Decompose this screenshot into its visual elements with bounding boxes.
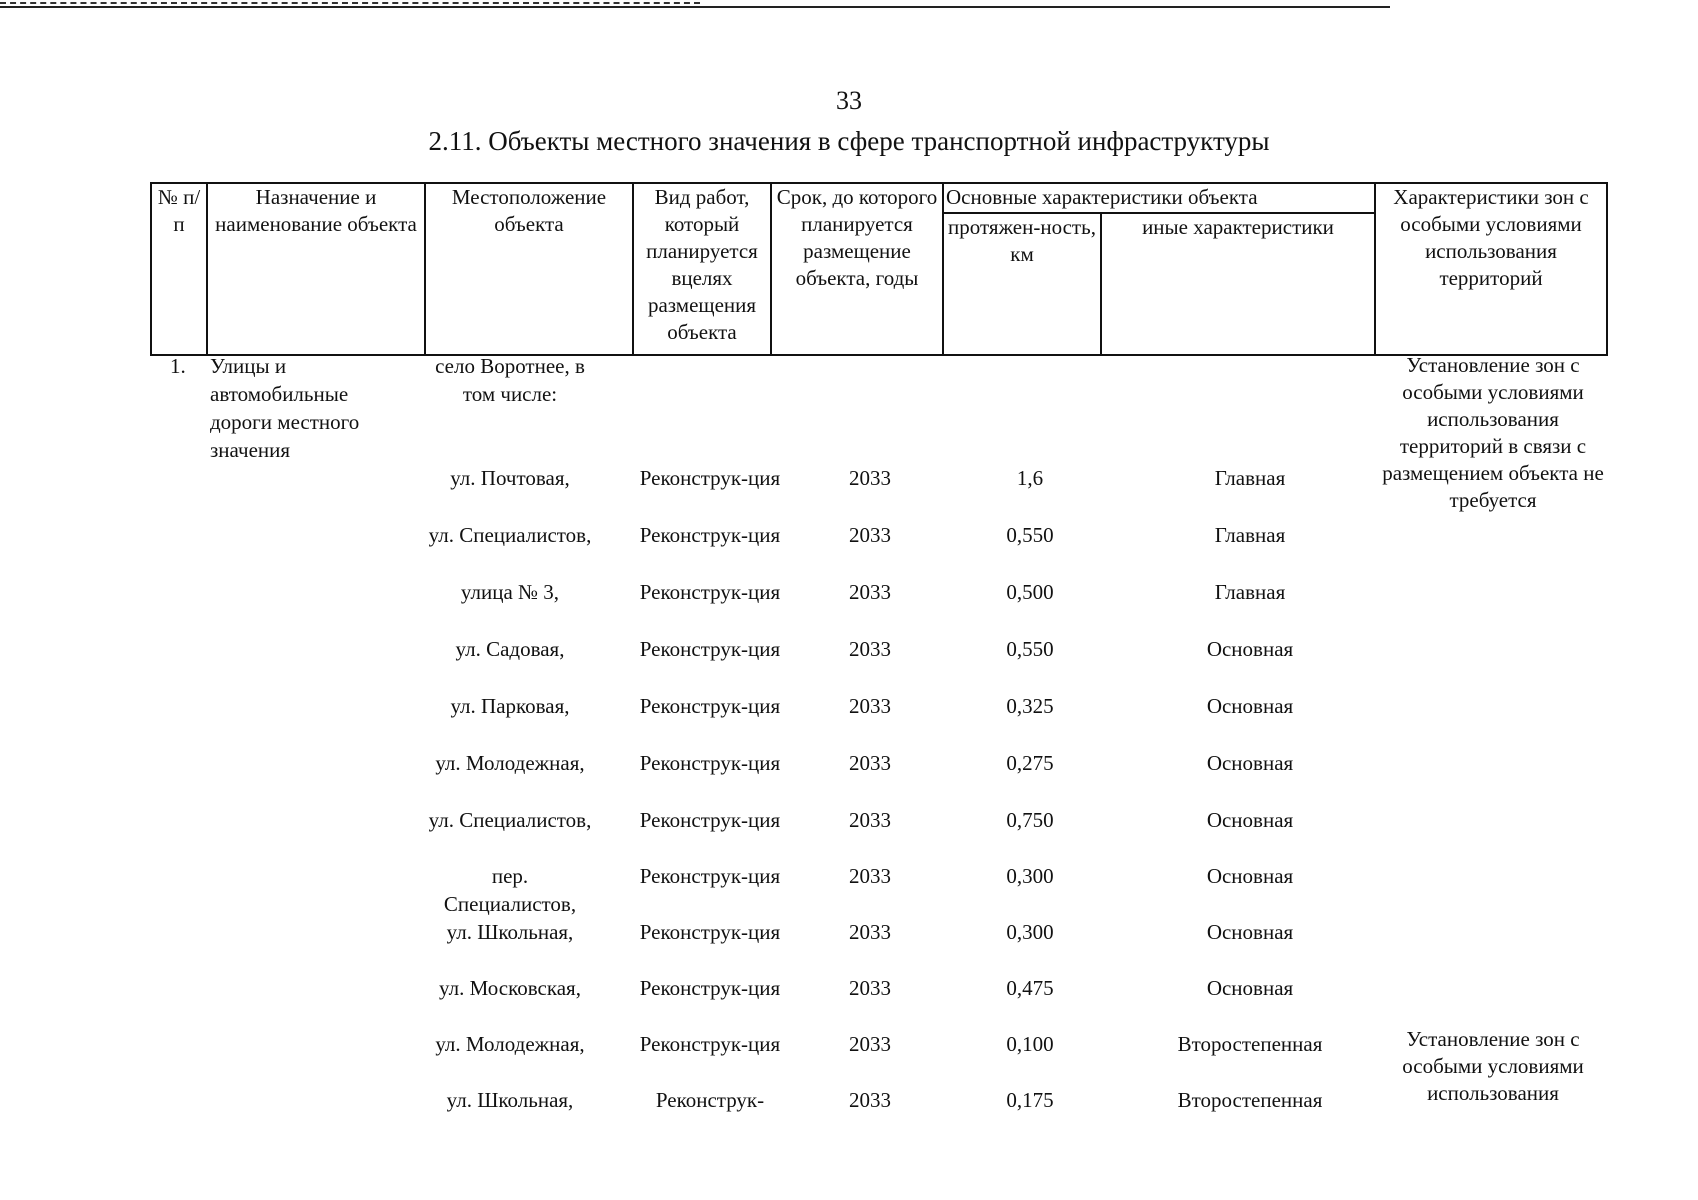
header-length: протяжен-ность, км	[943, 213, 1101, 355]
group-number: 1.	[170, 354, 186, 378]
header-zones: Характеристики зон с особыми условиями использования территорий	[1375, 183, 1607, 355]
row-location: ул. Парковая,	[450, 694, 570, 718]
row-location: ул. Молодежная,	[435, 1032, 585, 1056]
row-other: Основная	[1206, 808, 1294, 832]
row-work: Реконструк-ция	[639, 751, 781, 775]
scan-top-rule	[0, 6, 1390, 8]
header-deadline: Срок, до которого планируется размещение объекта, годы	[771, 183, 943, 355]
page-title: 2.11. Объекты местного значения в сфере транспортной инфраструктуры	[428, 126, 1270, 156]
row-length: 1,6	[1016, 466, 1044, 490]
header-num: № п/п	[151, 183, 207, 355]
row-other: Главная	[1214, 466, 1286, 490]
row-work: Реконструк-ция	[639, 864, 781, 888]
row-year: 2033	[849, 694, 891, 718]
row-other: Основная	[1206, 751, 1294, 775]
row-length: 0,300	[1006, 920, 1054, 944]
row-length: 0,550	[1006, 523, 1054, 547]
zone-note-1: Установление зон с особыми условиями использования территорий в связи с размещением объекта не требуется	[1382, 353, 1604, 512]
row-work: Реконструк-ция	[639, 1032, 781, 1056]
header-name: Назначение и наименование объекта	[207, 183, 425, 355]
row-length: 0,100	[1006, 1032, 1054, 1056]
row-year: 2033	[849, 1088, 891, 1112]
row-location: ул. Почтовая,	[450, 466, 570, 490]
row-work: Реконструк-	[655, 1088, 765, 1112]
row-year: 2033	[849, 920, 891, 944]
row-work: Реконструк-ция	[639, 466, 781, 490]
row-location: ул. Садовая,	[455, 637, 565, 661]
row-location: ул. Московская,	[439, 976, 581, 1000]
row-length: 0,275	[1006, 751, 1054, 775]
row-location: ул. Специалистов,	[428, 808, 592, 832]
row-length: 0,550	[1006, 637, 1054, 661]
header-work-type: Вид работ, который планируется вцелях размещения объекта	[633, 183, 771, 355]
row-year: 2033	[849, 637, 891, 661]
header-main-characteristics: Основные характеристики объекта	[943, 183, 1375, 213]
row-location: пер. Специалистов,	[443, 864, 577, 916]
row-work: Реконструк-ция	[639, 580, 781, 604]
row-year: 2033	[849, 864, 891, 888]
row-year: 2033	[849, 751, 891, 775]
row-other: Основная	[1206, 976, 1294, 1000]
row-other: Основная	[1206, 637, 1294, 661]
group-name: Улицы и автомобильные дороги местного значения	[210, 354, 360, 462]
row-other: Основная	[1206, 920, 1294, 944]
row-length: 0,300	[1006, 864, 1054, 888]
row-other: Второстепенная	[1177, 1088, 1323, 1112]
row-other: Основная	[1206, 694, 1294, 718]
row-work: Реконструк-ция	[639, 694, 781, 718]
zone-note-2: Установление зон с особыми условиями использования	[1402, 1027, 1584, 1105]
row-length: 0,500	[1006, 580, 1054, 604]
row-other: Главная	[1214, 523, 1286, 547]
row-year: 2033	[849, 466, 891, 490]
row-other: Главная	[1214, 580, 1286, 604]
row-location: ул. Молодежная,	[435, 751, 585, 775]
row-length: 0,175	[1006, 1088, 1054, 1112]
row-year: 2033	[849, 976, 891, 1000]
row-work: Реконструк-ция	[639, 637, 781, 661]
row-location: улица № 3,	[460, 580, 560, 604]
row-year: 2033	[849, 1032, 891, 1056]
scan-dashed-rule	[0, 2, 700, 4]
row-length: 0,475	[1006, 976, 1054, 1000]
group-location: село Воротнее, в том числе:	[435, 354, 585, 406]
row-length: 0,325	[1006, 694, 1054, 718]
row-year: 2033	[849, 523, 891, 547]
row-other: Второстепенная	[1177, 1032, 1323, 1056]
header-location: Местоположение объекта	[425, 183, 633, 355]
row-location: ул. Школьная,	[446, 920, 574, 944]
row-other: Основная	[1206, 864, 1294, 888]
header-other-characteristics: иные характеристики	[1101, 213, 1375, 355]
row-length: 0,750	[1006, 808, 1054, 832]
row-work: Реконструк-ция	[639, 808, 781, 832]
row-location: ул. Школьная,	[446, 1088, 574, 1112]
row-work: Реконструк-ция	[639, 523, 781, 547]
row-year: 2033	[849, 808, 891, 832]
row-work: Реконструк-ция	[639, 976, 781, 1000]
row-work: Реконструк-ция	[639, 920, 781, 944]
table-header	[150, 182, 1608, 356]
row-year: 2033	[849, 580, 891, 604]
row-location: ул. Специалистов,	[428, 523, 592, 547]
page-number: 33	[836, 86, 862, 115]
